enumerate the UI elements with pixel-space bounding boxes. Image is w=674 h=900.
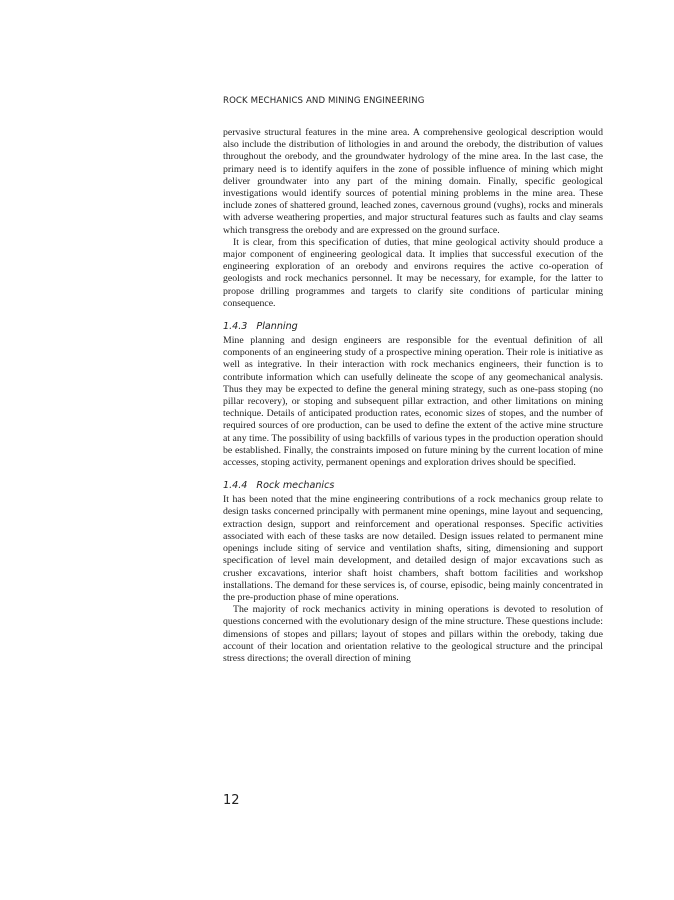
paragraph: The majority of rock mechanics activity in mining operations is devoted to resolution of questions concerned with the evolutionary design of the mine structure. These questions include: dimensions of stopes and pillars; layout of stopes and pillars within the orebody, taking due account of their location and orientation relative to the geological structure and the principal stress directions; the overall direction of mining — [223, 604, 603, 664]
section-title: Rock mechanics — [256, 480, 335, 492]
paragraph: pervasive structural features in the mine area. A comprehensive geological description would also include the distribution of lithologies in and around the orebody, the distribution of values throughout the orebody, and the groundwater hydrology of the mine area. In the last case, the primary need is to identify aquifers in the zone of possible influence of mining which might deliver groundwater into any part of the mining domain. Finally, specific geological investigations would identify sources of potential mining problems in the mine area. These include zones of shattered ground, leached zones, cavernous ground (vughs), rocks and minerals with adverse weathering properties, and major structural features such as faults and clay seams which transgress the orebody and are expressed on the ground surface. — [223, 127, 603, 236]
paragraph: It has been noted that the mine engineering contributions of a rock mechanics group relate to design tasks concerned principally with permanent mine openings, mine layout and sequencing, extraction design, support and reinforcement and operational responses. Specific activities associated with each of these tasks are now detailed. Design issues related to permanent mine openings include siting of service and ventilation shafts, siting, dimensioning and support specification of level main development, and detailed design of major excavations such as crusher excavations, interior shaft hoist chambers, shaft bottom facilities and workshop installations. The demand for these services is, of course, episodic, being mainly concentrated in the pre-production phase of mine operations. — [223, 494, 603, 603]
section-heading-planning — [223, 321, 603, 333]
section-heading-rock-mechanics — [223, 480, 603, 492]
paragraph: Mine planning and design engineers are responsible for the eventual definition of all components of an engineering study of a prospective mining operation. Their role is initiative as well as integrative. In their interaction with rock mechanics engineers, their function is to contribute information which can usefully delineate the scope of any geomechanical analysis. Thus they may be expected to define the general mining strategy, such as one-pass stoping (no pillar recovery), or stoping and subsequent pillar extraction, and other limitations on mining technique. Details of anticipated production rates, economic sizes of stopes, and the number of required sources of ore production, can be used to define the extent of the active mine structure at any time. The possibility of using backfills of various types in the production operation should be established. Finally, the constraints imposed on future mining by the current location of mine accesses, stoping activity, permanent openings and exploration drives should be specified. — [223, 335, 603, 469]
section-title: Planning — [256, 321, 298, 333]
body-text — [223, 127, 603, 665]
section-number: 1.4.4 — [223, 480, 248, 492]
paragraph: It is clear, from this specification of duties, that mine geological activity should produce a major component of engineering geological data. It implies that successful execution of the engineering exploration of an orebody and environs requires the active co-operation of geologists and rock mechanics personnel. It may be necessary, for example, for the latter to propose drilling programmes and targets to clarify site conditions of particular mining consequence. — [223, 236, 603, 309]
section-number: 1.4.3 — [223, 321, 248, 333]
running-head: ROCK MECHANICS AND MINING ENGINEERING — [223, 96, 425, 106]
page-number: 12 — [223, 793, 240, 808]
